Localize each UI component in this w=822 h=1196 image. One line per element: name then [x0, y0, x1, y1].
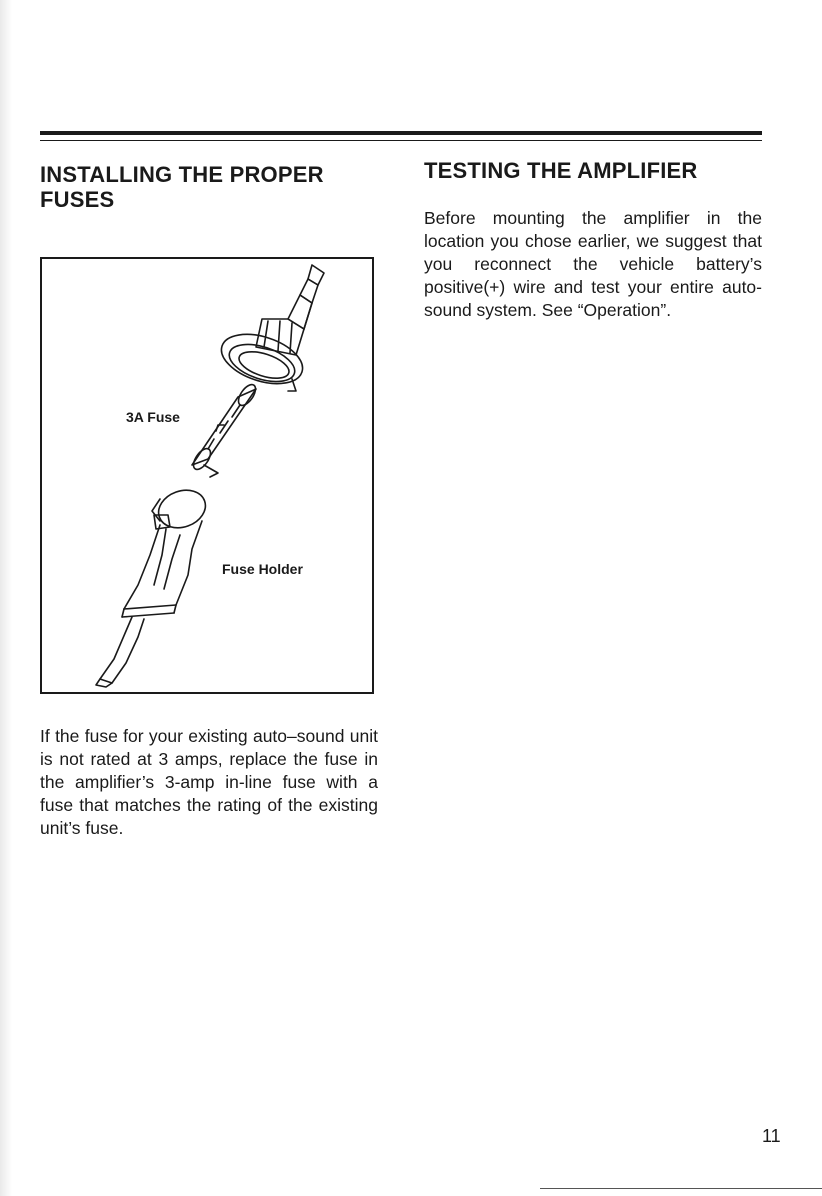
page-number: 11 — [762, 1126, 781, 1146]
section-heading-testing: TESTING THE AMPLIFIER — [424, 158, 698, 183]
callout-fuse-holder: Fuse Holder — [222, 561, 303, 577]
callout-3a-fuse: 3A Fuse — [126, 409, 180, 425]
page-bottom-edge — [540, 1188, 822, 1189]
testing-paragraph: Before mounting the amplifier in the location you chose earlier, we suggest that you reconnect the vehicle battery’s positive(+) wire and test your entire auto-sound system. See “Operation”. — [424, 208, 762, 320]
fuse-illustration-frame — [40, 257, 374, 694]
fuse-holder-cap-drawing — [215, 265, 324, 393]
page-binding-edge — [0, 0, 12, 1196]
glass-fuse-drawing — [190, 382, 259, 477]
fuse-holder-body-drawing — [96, 484, 211, 687]
fuse-assembly-illustration — [42, 259, 372, 692]
fuse-paragraph: If the fuse for your existing auto–sound unit is not rated at 3 amps, replace the fuse in the amplifier’s 3-amp in-line fuse with a fuse that matches the rating of the existing unit’s fuse. — [40, 726, 378, 838]
header-rule-thin — [40, 140, 762, 141]
header-rule-thick — [40, 131, 762, 135]
section-heading-fuses: INSTALLING THE PROPER FUSES — [40, 162, 324, 212]
